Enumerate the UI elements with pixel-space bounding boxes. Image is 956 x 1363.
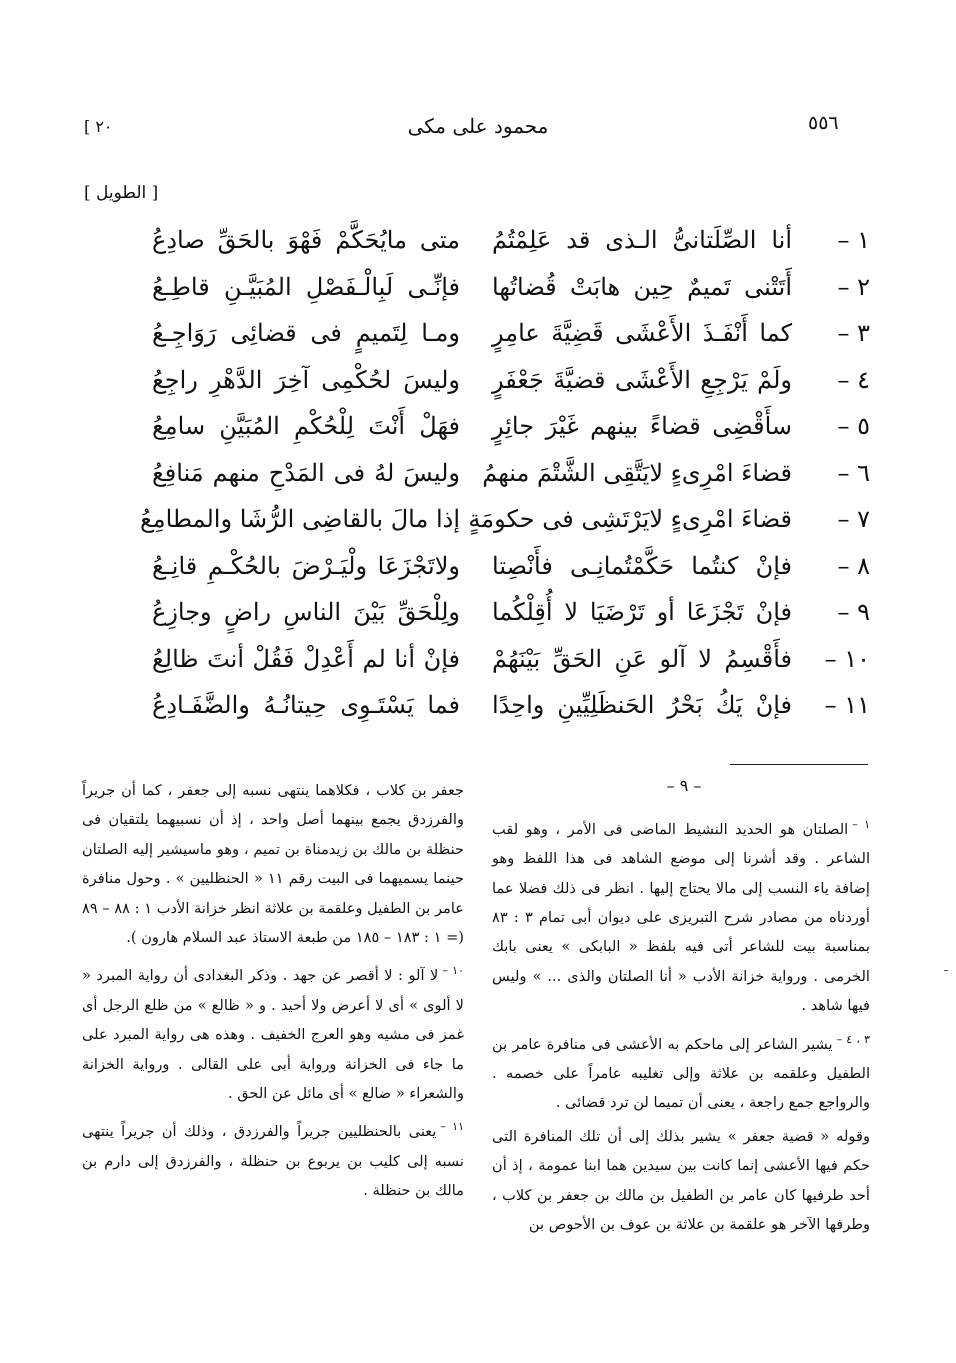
footnote-divider: [730, 764, 868, 765]
footnote: [82, 956, 464, 1108]
verse-first-hemistich: فإنْ يَكُ بَحْرُ الحَنظَلِيِّينِ واحِدًا: [492, 691, 792, 719]
verse-first-hemistich: أنا الصِّلَتانىُّ الـذى قد عَلِمْتُمُ: [492, 226, 792, 254]
poem-verse: [150, 548, 870, 595]
footnote-ref: ٣ ، ٤ –: [836, 1032, 870, 1046]
meter-label: [ الطويل ]: [84, 183, 159, 203]
verse-number: ٣ –: [837, 319, 870, 347]
verse-second-hemistich: فإنْ أنا لم أَعْدِلْ فَقُلْ أنتَ ظالِعُ: [152, 644, 460, 673]
verse-second-hemistich: ولاتَجْزَعَا ولْيَـرْضَ بالحُكْـمِ قانِـعُ: [152, 551, 460, 580]
verse-second-hemistich: فما يَسْتَـوِى حِيتانُـهُ والضَّفَـادِعُ: [152, 691, 460, 719]
verse-number: ٦ –: [837, 458, 870, 487]
verse-first-hemistich: أَتَتْنى تَميمٌ حِين هابَتْ قُضاتُها: [492, 272, 792, 301]
poem-verse: [150, 222, 870, 269]
margin-mark: [944, 970, 948, 971]
footnote-text: جعفر بن كلاب ، فكلاهما ينتهى نسبه إلى جعفر ، كما أن جريراً والفرزدق يجمع بينهما أصل واحد ، إذ أن نسبيهما يلتقيان فى حنظلة بن مالك بن زيدمناة بن تميم ، وهو ماسيشير إليه الصلتان حينما يسميهما فى البيت رقم ١١ « الحنظليين » . وحول منافرة عامر بن الطفيل وعلقمة بن علاثة انظر خزانة الأدب ١ : ٨٨ – ٨٩ (= ١ : ١٨٣ – ١٨٥ من طبعة الاستاذ عبد السلام هارون ).: [82, 782, 465, 947]
verse-second-hemistich: إذا مالَ بالقاضِى الرُّشَا والمطامِعُ: [139, 505, 460, 533]
footnotes-left-column: [82, 776, 464, 1205]
footnote: [492, 810, 870, 1021]
verse-number: ٩ –: [837, 598, 870, 626]
verse-first-hemistich: فأَقْسِمُ لا آلو عَنِ الحَقِّ بَيْنَهُمْ: [492, 644, 792, 673]
verse-number: ١ –: [837, 226, 870, 254]
footnote: [492, 1122, 870, 1240]
poem-verse: [150, 315, 870, 362]
verse-first-hemistich: قضاءَ امْرِىءٍ لايَتَّقِى الشَّتْمَ منهمُ: [482, 458, 792, 487]
section-mark: – ٩ –: [666, 776, 702, 795]
verse-first-hemistich: فإنْ تَجْزَعَا أو تَرْضَيَا لا أُقِلْكُما: [492, 598, 792, 626]
footnote-text: لا آلو : لا أقصر عن جهد . وذكر البغدادى أن رواية المبرد « لا ألوى » أى لا أعرض ولا أحيد . و « ظالع » من ظلع الرجل أى غمز فى مشيه وهو العرج الخفيف . وهذه هى رواية المبرد على ما جاء فى الخزانة ورواية أبى على القالى . ورواية الخزانة والشعراء « ضالع » أى مائل عن الحق .: [82, 967, 464, 1102]
verse-number: ٧ –: [837, 505, 870, 533]
footnote: [82, 1112, 464, 1205]
footnote: [492, 1025, 870, 1118]
poem-verse: [150, 641, 870, 688]
verse-second-hemistich: فإنِّـى لَبِالْـفَصْلِ المُبَيَّـنِ قاطِـعُ: [152, 272, 460, 301]
verse-number: ١١ –: [824, 691, 870, 719]
poem-verse: [139, 501, 870, 548]
verse-second-hemistich: وليسَ لحُكْمِى آخِرَ الدَّهْرِ راجِعُ: [152, 365, 460, 394]
poem: [139, 222, 870, 734]
verse-second-hemistich: متى مايُحَكَّمْ فَهْوَ بالحَقِّ صادِعُ: [152, 226, 460, 254]
verse-number: ٨ –: [837, 551, 870, 580]
page-number: ٥٥٦: [808, 112, 839, 134]
footnote-text: يعنى بالحنظليين جريراً والفرزدق ، وذلك أن جريراً ينتهى نسبه إلى كليب بن يربوع بن حنظلة ، والفرزدق إلى دارم بن مالك بن حنظلة .: [82, 1123, 464, 1199]
verse-number: ١٠ –: [824, 644, 870, 673]
poem-verse: [150, 408, 870, 455]
verse-second-hemistich: ولِلْحَقِّ بَيْنَ الناسِ راضٍ وجازِعُ: [152, 598, 460, 626]
verse-first-hemistich: فإنْ كنتُما حَكَّمْتُمانِـى فأَنْصِتا: [492, 551, 792, 580]
verse-second-hemistich: وليسَ لهُ فى المَدْحِ منهم مَنافِعُ: [152, 458, 460, 487]
footnote-text: يشير الشاعر إلى ماحكم به الأعشى فى منافرة عامر بن الطفيل وعلقمه بن علاثة وإلى تغليبه عامراً على خصمه . والرواجع جمع راجعة ، يعنى أن تميما لن ترد قضائى .: [492, 1035, 870, 1112]
verse-first-hemistich: قضاءَ امْرِىءٍ لايَرْتَشِى فى حكومَةٍ: [468, 505, 792, 533]
poem-verse: [150, 362, 870, 409]
poem-verse: [150, 455, 870, 502]
verse-second-hemistich: ومـا لِتَميمٍ فى قضائِى رَوَاجِـعُ: [152, 319, 460, 347]
verse-second-hemistich: فهَلْ أَنْتَ لِلْحُكْمِ المُبَيَّنِ سامِعُ: [152, 412, 460, 440]
verse-number: ٥ –: [837, 412, 870, 440]
footnote-ref: ١١ –: [440, 1120, 464, 1134]
footnote: [82, 776, 464, 952]
running-title: محمود على مكى: [407, 114, 549, 138]
footnotes-right-column: [492, 810, 870, 1239]
footnote-ref: ١٠ –: [442, 964, 464, 978]
footnote-text: الصلتان هو الحديد النشيط الماضى فى الأمر ، وهو لقب الشاعر . وقد أشرنا إلى موضع الشاهد فى هذا اللفظ وهو إضافة ياء النسب إلى مالا يحتاج إليها . انظر فى ذلك فضلا عما أوردناه من مصادر شرح التبريزى على ديوان أبى تمام ٣ : ٨٣ بمناسبة بيت للشاعر أتى فيه بلفظ « البابكى » يعنى بابك الخرمى . ورواية خزانة الأدب « أنا الصلتان والذى ... » وليس فيها شاهد .: [492, 820, 870, 1015]
poem-verse: [150, 687, 870, 734]
verse-first-hemistich: كما أَنْفَـذَ الأَعْشَى قَضِيَّةَ عامِرٍ: [492, 319, 792, 347]
verse-number: ٤ –: [837, 365, 870, 394]
verse-number: ٢ –: [837, 272, 870, 301]
verse-first-hemistich: سأَقْضِى قضاءً بينهم غَيْرَ جائِرٍ: [492, 412, 792, 440]
footnote-text: وقوله « قضية جعفر » يشير بذلك إلى أن تلك المنافرة التى حكم فيها الأعشى إنما كانت بين سيدين هما ابنا عمومة ، إذ أن أحد طرفيها كان عامر بن الطفيل بن مالك بن جعفر بن كلاب ، وطرفها الآخر هو علقمة بن علاثة بن عوف بن الأحوص بن: [492, 1127, 870, 1233]
verse-first-hemistich: ولَمْ يَرْجِعِ الأَعْشَى قضيَّةَ جَعْفَرٍ: [492, 365, 792, 394]
poem-verse: [150, 594, 870, 641]
chapter-reference: [ ٢٠: [84, 117, 113, 136]
poem-verse: [150, 269, 870, 316]
footnote-ref: ١ –: [852, 818, 870, 831]
